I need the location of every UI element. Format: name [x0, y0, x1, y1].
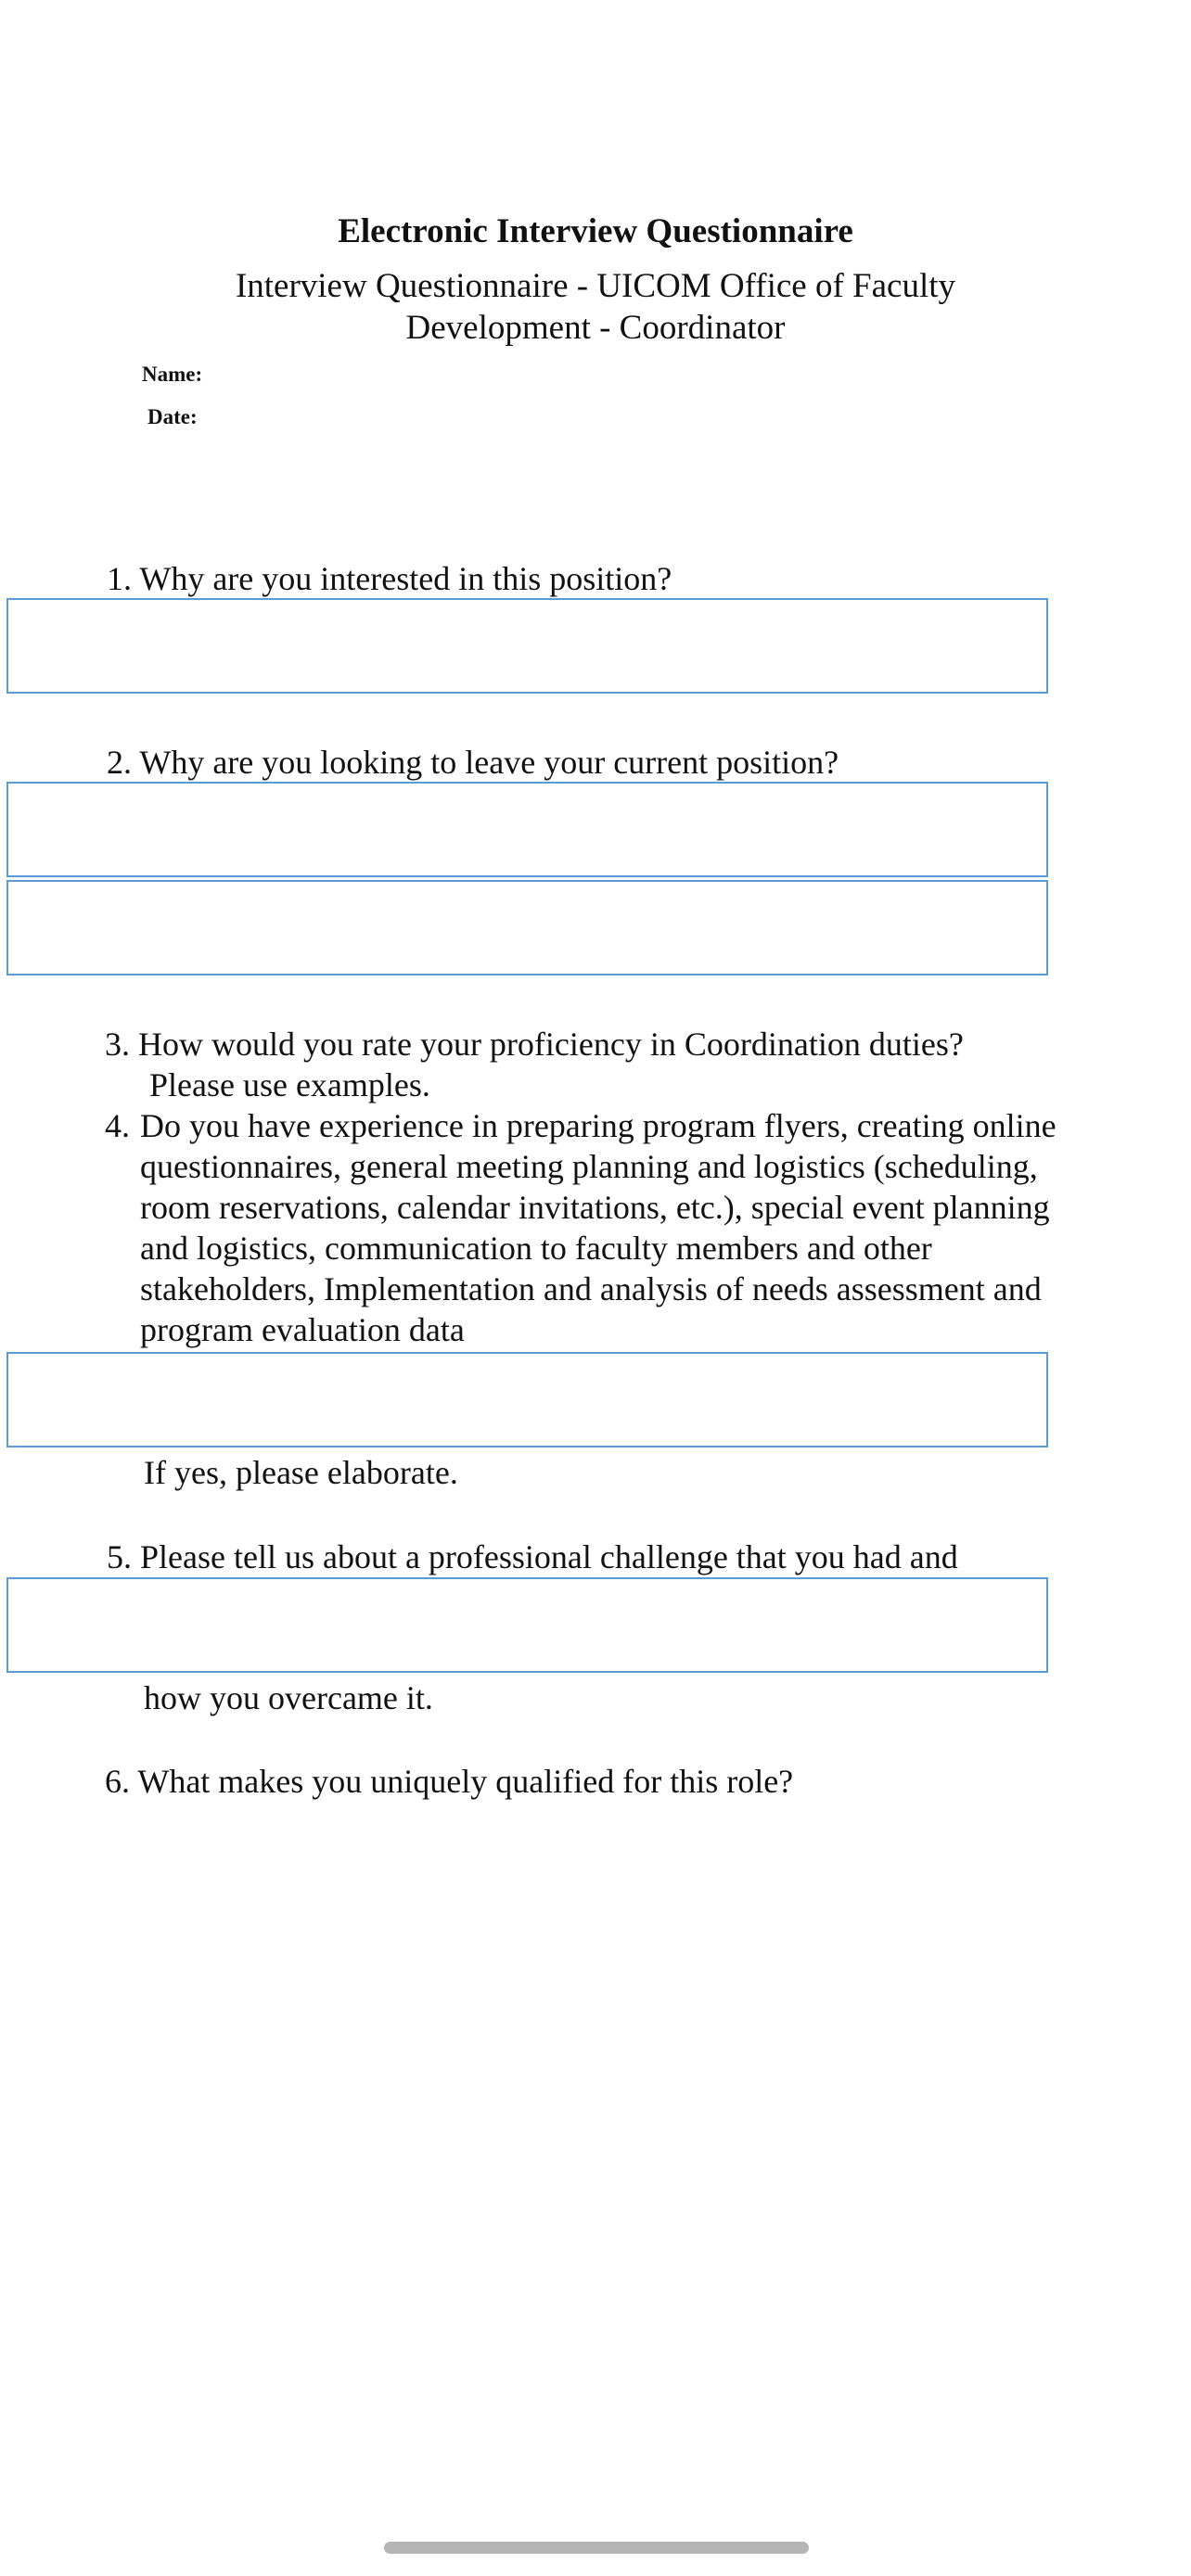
- answer-field-q4[interactable]: [6, 1352, 1048, 1447]
- question-5: 5. Please tell us about a professional challenge that you had and: [107, 1538, 958, 1575]
- question-2: 2. Why are you looking to leave your current position?: [107, 744, 839, 781]
- question-4-followup: If yes, please elaborate.: [144, 1454, 458, 1491]
- home-indicator: [384, 2542, 809, 2554]
- question-4: Do you have experience in preparing program flyers, creating online questionnaires, general meeting planning and logistics (scheduling, room reservations, calendar invitations, etc.), special event planning and logistics, communication to faculty members and other stakeholders, Implementation and analysis of needs assessment and program evaluation data: [140, 1107, 1057, 1348]
- answer-field-q2a[interactable]: [6, 782, 1048, 877]
- answer-field-q5[interactable]: [6, 1577, 1048, 1673]
- answer-field-q2b[interactable]: [6, 880, 1048, 976]
- answer-field-q1[interactable]: [6, 598, 1048, 694]
- question-5-continued: how you overcame it.: [144, 1679, 433, 1716]
- document-subtitle: Interview Questionnaire - UICOM Office of Faculty Development - Coordinator: [235, 267, 956, 347]
- document-title: Electronic Interview Questionnaire: [338, 212, 853, 250]
- date-label: Date:: [147, 405, 198, 428]
- question-6: 6. What makes you uniquely qualified for this role?: [105, 1763, 794, 1800]
- question-1: 1. Why are you interested in this position?: [107, 560, 672, 597]
- question-3: 3. How would you rate your proficiency in Coordination duties?: [105, 1026, 964, 1063]
- question-4-number: 4.: [105, 1107, 130, 1144]
- name-label: Name:: [142, 363, 203, 386]
- question-3-continued: Please use examples.: [149, 1066, 430, 1103]
